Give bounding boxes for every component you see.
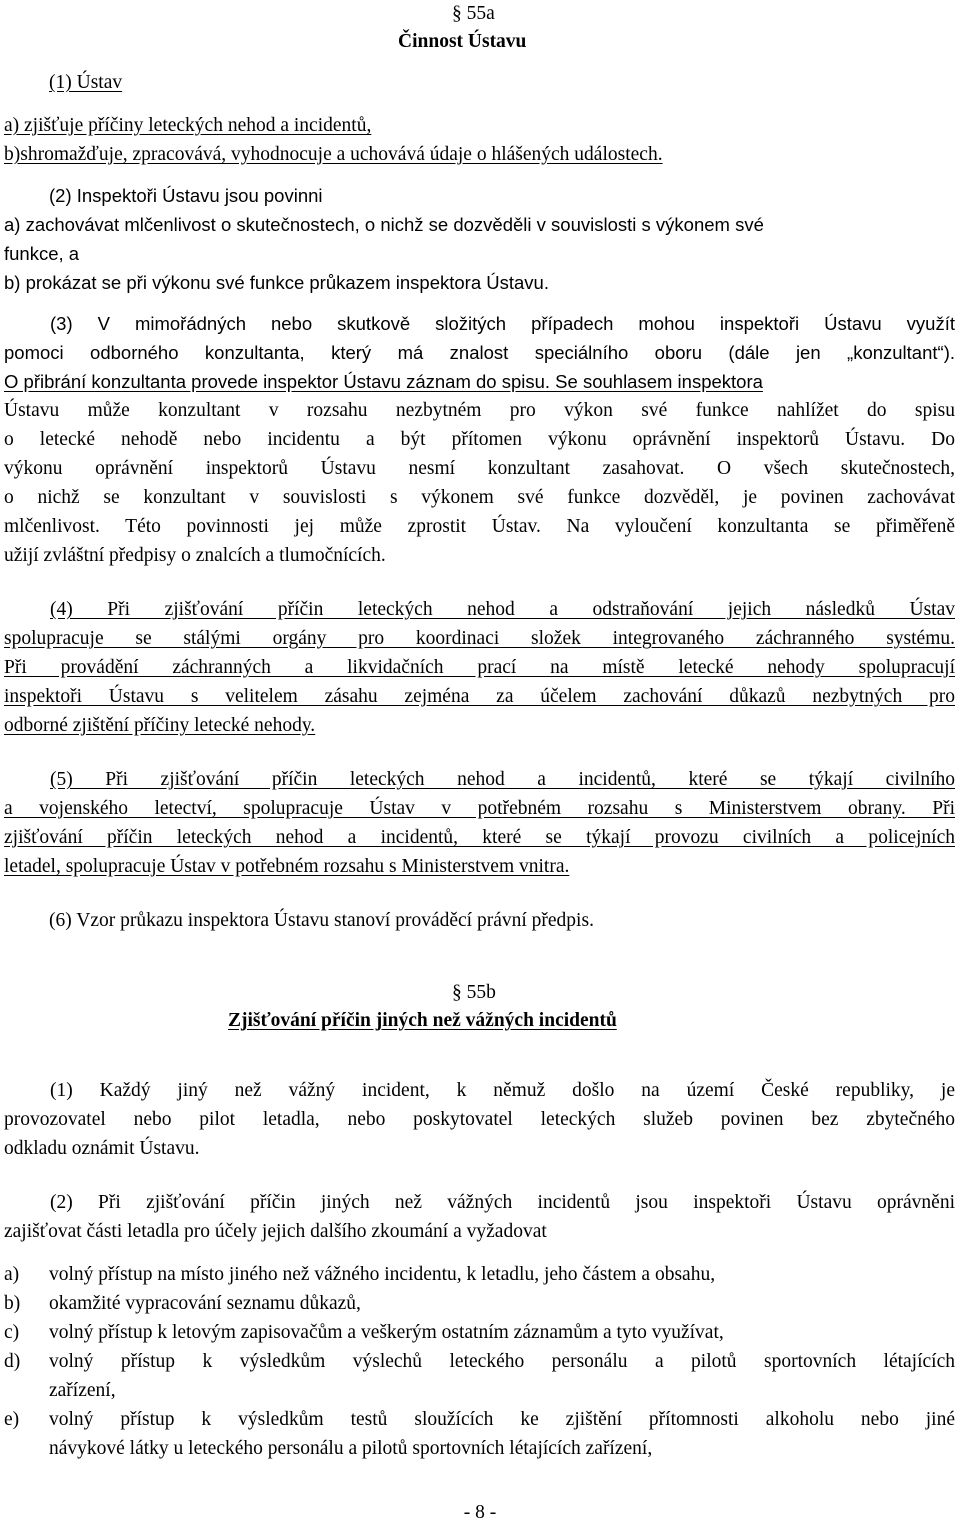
list-item-text: okamžité vypracování seznamu důkazů, xyxy=(49,1293,361,1314)
list-item-label: c) xyxy=(4,1322,20,1343)
paragraph-4-line: odborné zjištění příčiny letecké nehody. xyxy=(4,715,316,736)
paragraph-3-line xyxy=(4,367,763,396)
list-item-label: d) xyxy=(4,1351,21,1372)
paragraph-2-item-b: b) prokázat se při výkonu své funkce průkazem inspektora Ústavu. xyxy=(4,272,549,293)
paragraph-2-item-a-line-2: funkce, a xyxy=(4,243,80,264)
paragraph-3-line: užijí zvláštní předpisy o znalcích a tlumočnících. xyxy=(4,545,386,566)
paragraph-6: (6) Vzor průkazu inspektora Ústavu stanoví prováděcí právní předpis. xyxy=(49,910,594,931)
page-number: - 8 - xyxy=(463,1502,497,1523)
paragraph-3-line: mlčenlivost. Této povinnosti jej může zprostit Ústav. Na vyloučení konzultanta se přiměřeně xyxy=(4,516,955,537)
s55b-paragraph-1-line: (1) Každý jiný než vážný incident, k němuž došlo na území České republiky, je xyxy=(50,1080,955,1101)
list-item-text: volný přístup k výsledkům výslechů leteckého personálu a pilotů sportovních létajících xyxy=(49,1351,955,1372)
s55b-paragraph-1-line: provozovatel nebo pilot letadla, nebo poskytovatel leteckých služeb povinen bez zbytečného xyxy=(4,1109,955,1130)
paragraph-4-line: Při provádění záchranných a likvidačních prací na místě letecké nehody spolupracují xyxy=(4,657,955,678)
list-item-text: zařízení, xyxy=(49,1380,116,1401)
paragraph-3-line: Ústavu může konzultant v rozsahu nezbytném pro výkon své funkce nahlížet do spisu xyxy=(4,400,955,421)
paragraph-2-item-a-line-1: a) zachovávat mlčenlivost o skutečnostech, o nichž se dozvěděli v souvislosti s výkonem své xyxy=(4,214,764,235)
section-title-55a: Činnost Ústavu xyxy=(398,31,527,52)
paragraph-3-line: o nichž se konzultant v souvislosti s výkonem své funkce dozvěděl, je povinen zachovávat xyxy=(4,487,955,508)
paragraph-3-line: pomoci odborného konzultanta, který má znalost speciálního oboru (dále jen „konzultant“). xyxy=(4,342,955,363)
list-item-label: b) xyxy=(4,1293,21,1314)
paragraph-5-line: a vojenského letectví, spolupracuje Ústav v potřebném rozsahu s Ministerstvem obrany. Při xyxy=(4,798,955,819)
paragraph-1-item-a: a) zjišťuje příčiny leteckých nehod a incidentů, xyxy=(4,115,372,136)
paragraph-1-intro: (1) Ústav xyxy=(49,72,123,93)
list-item-label: a) xyxy=(4,1264,20,1285)
s55b-paragraph-1-line: odkladu oznámit Ústavu. xyxy=(4,1138,200,1159)
paragraph-3-line: o letecké nehodě nebo incidentu a být přítomen výkonu oprávnění inspektorů Ústavu. Do xyxy=(4,429,955,450)
list-item-text: volný přístup k výsledkům testů sloužících ke zjištění přítomnosti alkoholu nebo jiné xyxy=(49,1409,955,1430)
list-item-text: návykové látky u leteckého personálu a pilotů sportovních létajících zařízení, xyxy=(49,1438,653,1459)
paragraph-1-item-b: b)shromažďuje, zpracovává, vyhodnocuje a uchovává údaje o hlášených událostech. xyxy=(4,144,663,165)
paragraph-5-line: zjišťování příčin leteckých nehod a incidentů, které se týkají provozu civilních a policejních xyxy=(4,827,955,848)
paragraph-5-line: (5) Při zjišťování příčin leteckých nehod a incidentů, které se týkají civilního xyxy=(50,769,955,790)
paragraph-4-line: (4) Při zjišťování příčin leteckých nehod a odstraňování jejich následků Ústav xyxy=(50,599,955,620)
paragraph-3-line: (3) V mimořádných nebo skutkově složitých případech mohou inspektoři Ústavu využít xyxy=(50,313,955,334)
list-item-text: volný přístup na místo jiného než vážného incidentu, k letadlu, jeho částem a obsahu, xyxy=(49,1264,716,1285)
paragraph-2-intro: (2) Inspektoři Ústavu jsou povinni xyxy=(49,185,323,206)
s55b-paragraph-2-line: (2) Při zjišťování příčin jiných než vážných incidentů jsou inspektoři Ústavu oprávněni xyxy=(50,1192,955,1213)
paragraph-3-line: výkonu oprávnění inspektorů Ústavu nesmí konzultant zasahovat. O všech skutečnostech, xyxy=(4,458,955,479)
section-heading-55b: § 55b xyxy=(452,982,496,1003)
paragraph-4-line: inspektoři Ústavu s velitelem zásahu zejména za účelem zachování důkazů nezbytných pro xyxy=(4,686,955,707)
paragraph-5-line: letadel, spolupracuje Ústav v potřebném rozsahu s Ministerstvem vnitra. xyxy=(4,856,570,877)
section-heading-55a: § 55a xyxy=(452,3,495,24)
section-title-55b: Zjišťování příčin jiných než vážných incidentů xyxy=(228,1010,617,1031)
list-item-label: e) xyxy=(4,1409,20,1430)
paragraph-3-line-text: O přibrání konzultanta provede inspektor Ústavu záznam do spisu. Se souhlasem inspektora xyxy=(4,371,763,392)
paragraph-4-line: spolupracuje se stálými orgány pro koordinaci složek integrovaného záchranného systému. xyxy=(4,628,955,649)
s55b-paragraph-2-line: zajišťovat části letadla pro účely jejich dalšího zkoumání a vyžadovat xyxy=(4,1221,547,1242)
list-item-text: volný přístup k letovým zapisovačům a veškerým ostatním záznamům a tyto využívat, xyxy=(49,1322,724,1343)
